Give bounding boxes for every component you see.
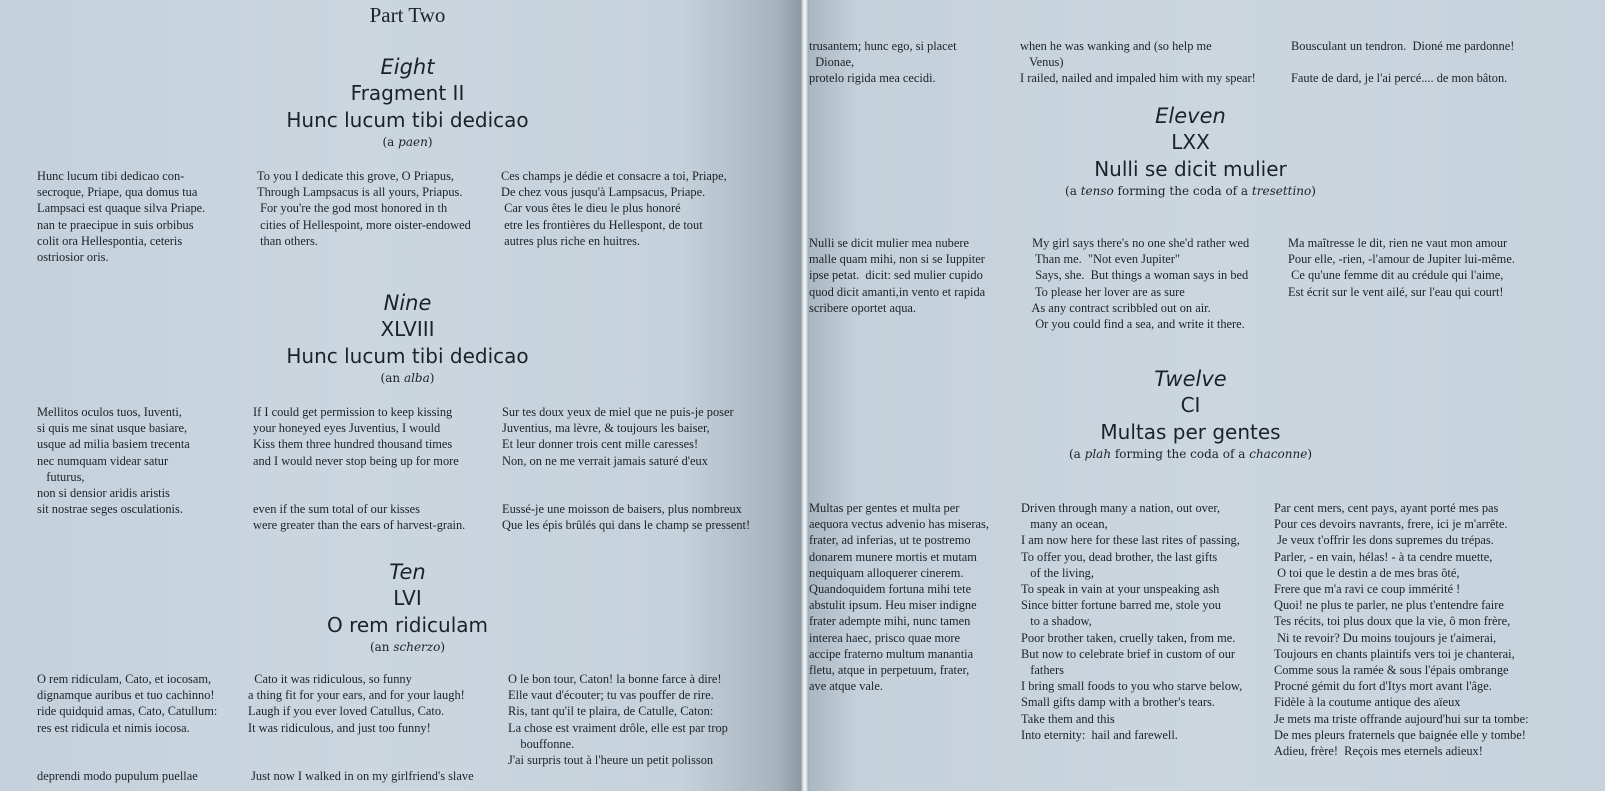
section-subtitle: (a plah forming the coda of a chaconne) [1068,447,1313,461]
right-page [809,0,1605,791]
french-text: Ma maîtresse le dit, rien ne vaut mon amour Pour elle, -rien, -l'amour de Jupiter lui-même. Ce qu'une femme dit au crédule qui l'aime, Est écrit sur le vent ailé, sur l'eau qui court! [1288,236,1515,299]
section-title: Hunc lucum tibi dedicao [286,344,529,368]
french-text: Bousculant un tendron. Dioné me pardonne! Faute de dard, je l'ai percé.... de mon bâton. [1291,39,1515,86]
latin-text: Hunc lucum tibi dedicao con- secroque, Priape, qua domus tua Lampsaci est quaque silva Priape. nan te praecipue in suis orbibus colit ora Hellespontia, ceteris ostriosior oris. [37,169,206,265]
part-title: Part Two [369,3,446,27]
section-numeral: LVI [393,586,422,610]
section-title: Hunc lucum tibi dedicao [286,108,529,132]
section-numeral: XLVIII [380,317,435,341]
french-text: Ces champs je dédie et consacre a toi, Priape, De chez vous jusqu'à Lampsacus, Priape. Car vous êtes le dieu le plus honoré etre les frontières du Hellespont, de tout autres plus riche en huitres. [501,169,727,248]
section-title: Nulli se dicit mulier [1094,157,1287,181]
french-text: Sur tes doux yeux de miel que ne puis-je poser Juventius, ma lèvre, & toujours les baiser, Et leur donner trois cent mille caresses! Non, on ne me verrait jamais saturé d'eux Eussé-je une moisson de baisers, plus nombreux Que les épis brûlés qui dans le champ se pressent! [502,405,751,533]
section-subtitle: (an alba) [380,371,435,385]
section-number: Eight [380,55,435,79]
english-text: If I could get permission to keep kissing your honeyed eyes Juventius, I would Kiss them three hundred thousand times and I would never stop being up for more even if the sum total of our kisses were greater than the ears of harvest-grain. [253,405,466,533]
french-text: Par cent mers, cent pays, ayant porté mes pas Pour ces devoirs navrants, frere, ici je m'arrête. Je veux t'offrir les dons supremes du trépas. Parler, - en vain, hélas! - à ta cendre muette, O toi que le destin a de mes bras ôté, Frere que m'a ravi ce coup immérité ! Quoi! ne plus te parler, ne plus t'entendre faire Tes récits, toi plus doux que la vie, ô mon frère, Ni te revoir? Du moins toujours je t'aimerai, Toujours en chants plaintifs vers toi je chanterai, Comme sous la ramée & sous l'épais ombrange Procné gémit du fort d'Itys mort avant l'âge. Fidèle à la coutume antique des aïeux Je mets ma triste offrande aujourd'hui sur ta tombe: De mes pleurs fraternels que baignée elle y tombe! Adieu, frère! Reçois mes eternels adieux! [1274,501,1529,759]
latin-text: Multas per gentes et multa per aequora vectus advenio has miseras, frater, ad inferias, ut te postremo donarem munere mortis et mutam nequiquam alloquerer cinerem. Quandoquidem fortuna mihi tete abstulit ipsum. Heu miser indigne frater adempte mihi, nunc tamen interea haec, prisco quae more accipe fraterno multum manantia fletu, atque in perpetuum, frater, ave atque vale. [809,501,989,694]
section-numeral: LXX [1171,130,1210,154]
section-nine-heading [0,290,800,386]
book-gutter [800,0,809,791]
section-number: Nine [383,291,432,315]
latin-text: O rem ridiculam, Cato, et iocosam, dignamque auribus et tuo cachinno! ride quidquid amas, Cato, Catullum: res est ridicula et nimis iocosa. deprendi modo pupulum puellae [37,672,218,784]
english-text: Driven through many a nation, out over, many an ocean, I am now here for these last rites of passing, To offer you, dead brother, the last gifts of the living, To speak in vain at your unspeaking ash Since bitter fortune barred me, stole you to a shadow, Poor brother taken, cruelly taken, from me. But now to celebrate brief in custom of our fathers I bring small foods to you who starve below, Small gifts damp with a brother's tears. Take them and this Into eternity: hail and farewell. [1021,501,1243,742]
section-numeral: Fragment II [350,81,465,105]
section-eight-heading [0,54,800,150]
section-twelve-heading [809,366,1572,462]
english-text: Cato it was ridiculous, so funny a thing fit for your ears, and for your laugh! Laugh if you ever loved Catullus, Cato. It was ridiculous, and just too funny! Just now I walked in on my girlfriend's slave [248,672,474,784]
latin-text: Nulli se dicit mulier mea nubere malle quam mihi, non si se Iuppiter ipse petat. dicit: sed mulier cupido quod dicit amanti,in vento et rapida scribere oportet aqua. [809,236,986,315]
section-title: Multas per gentes [1100,420,1281,444]
latin-text: trusantem; hunc ego, si placet Dionae, protelo rigida mea cecidi. [809,39,957,86]
section-number: Twelve [1154,367,1227,391]
english-text: when he was wanking and (so help me Venus) I railed, nailed and impaled him with my spear! [1020,39,1256,86]
section-subtitle: (a tenso forming the coda of a tresettino) [1065,184,1316,198]
english-text: To you I dedicate this grove, O Priapus, Through Lampsacus is all yours, Priapus. For you're the god most honored in th cities of Hellespoint, more oister-endowed than others. [257,169,471,248]
left-page [0,0,800,791]
section-title: O rem ridiculam [326,613,489,637]
section-subtitle: (a paen) [382,135,433,149]
section-eleven-heading [809,103,1572,199]
section-number: Eleven [1155,104,1226,128]
section-numeral: CI [1180,393,1201,417]
french-text: O le bon tour, Caton! la bonne farce à dire! Elle vaut d'écouter; tu vas pouffer de rire. Ris, tant qu'il te plaira, de Catulle, Caton: La chose est vraiment drôle, elle est par trop bouffonne. J'ai surpris tout à l'heure un petit polisson [508,672,728,768]
section-subtitle: (an scherzo) [369,640,446,654]
latin-text: Mellitos oculos tuos, Iuventi, si quis me sinat usque basiare, usque ad milia basiem trecenta nec numquam videar satur futurus, non si densior aridis aristis sit nostrae seges osculationis. [37,405,190,517]
section-number: Ten [389,560,426,584]
english-text: My girl says there's no one she'd rather wed Than me. "Not even Jupiter" Says, she. But things a woman says in bed To please her lover are as sure As any contract scribbled out on air. Or you could find a sea, and write it there. [1031,236,1250,332]
section-ten-heading [0,559,800,655]
